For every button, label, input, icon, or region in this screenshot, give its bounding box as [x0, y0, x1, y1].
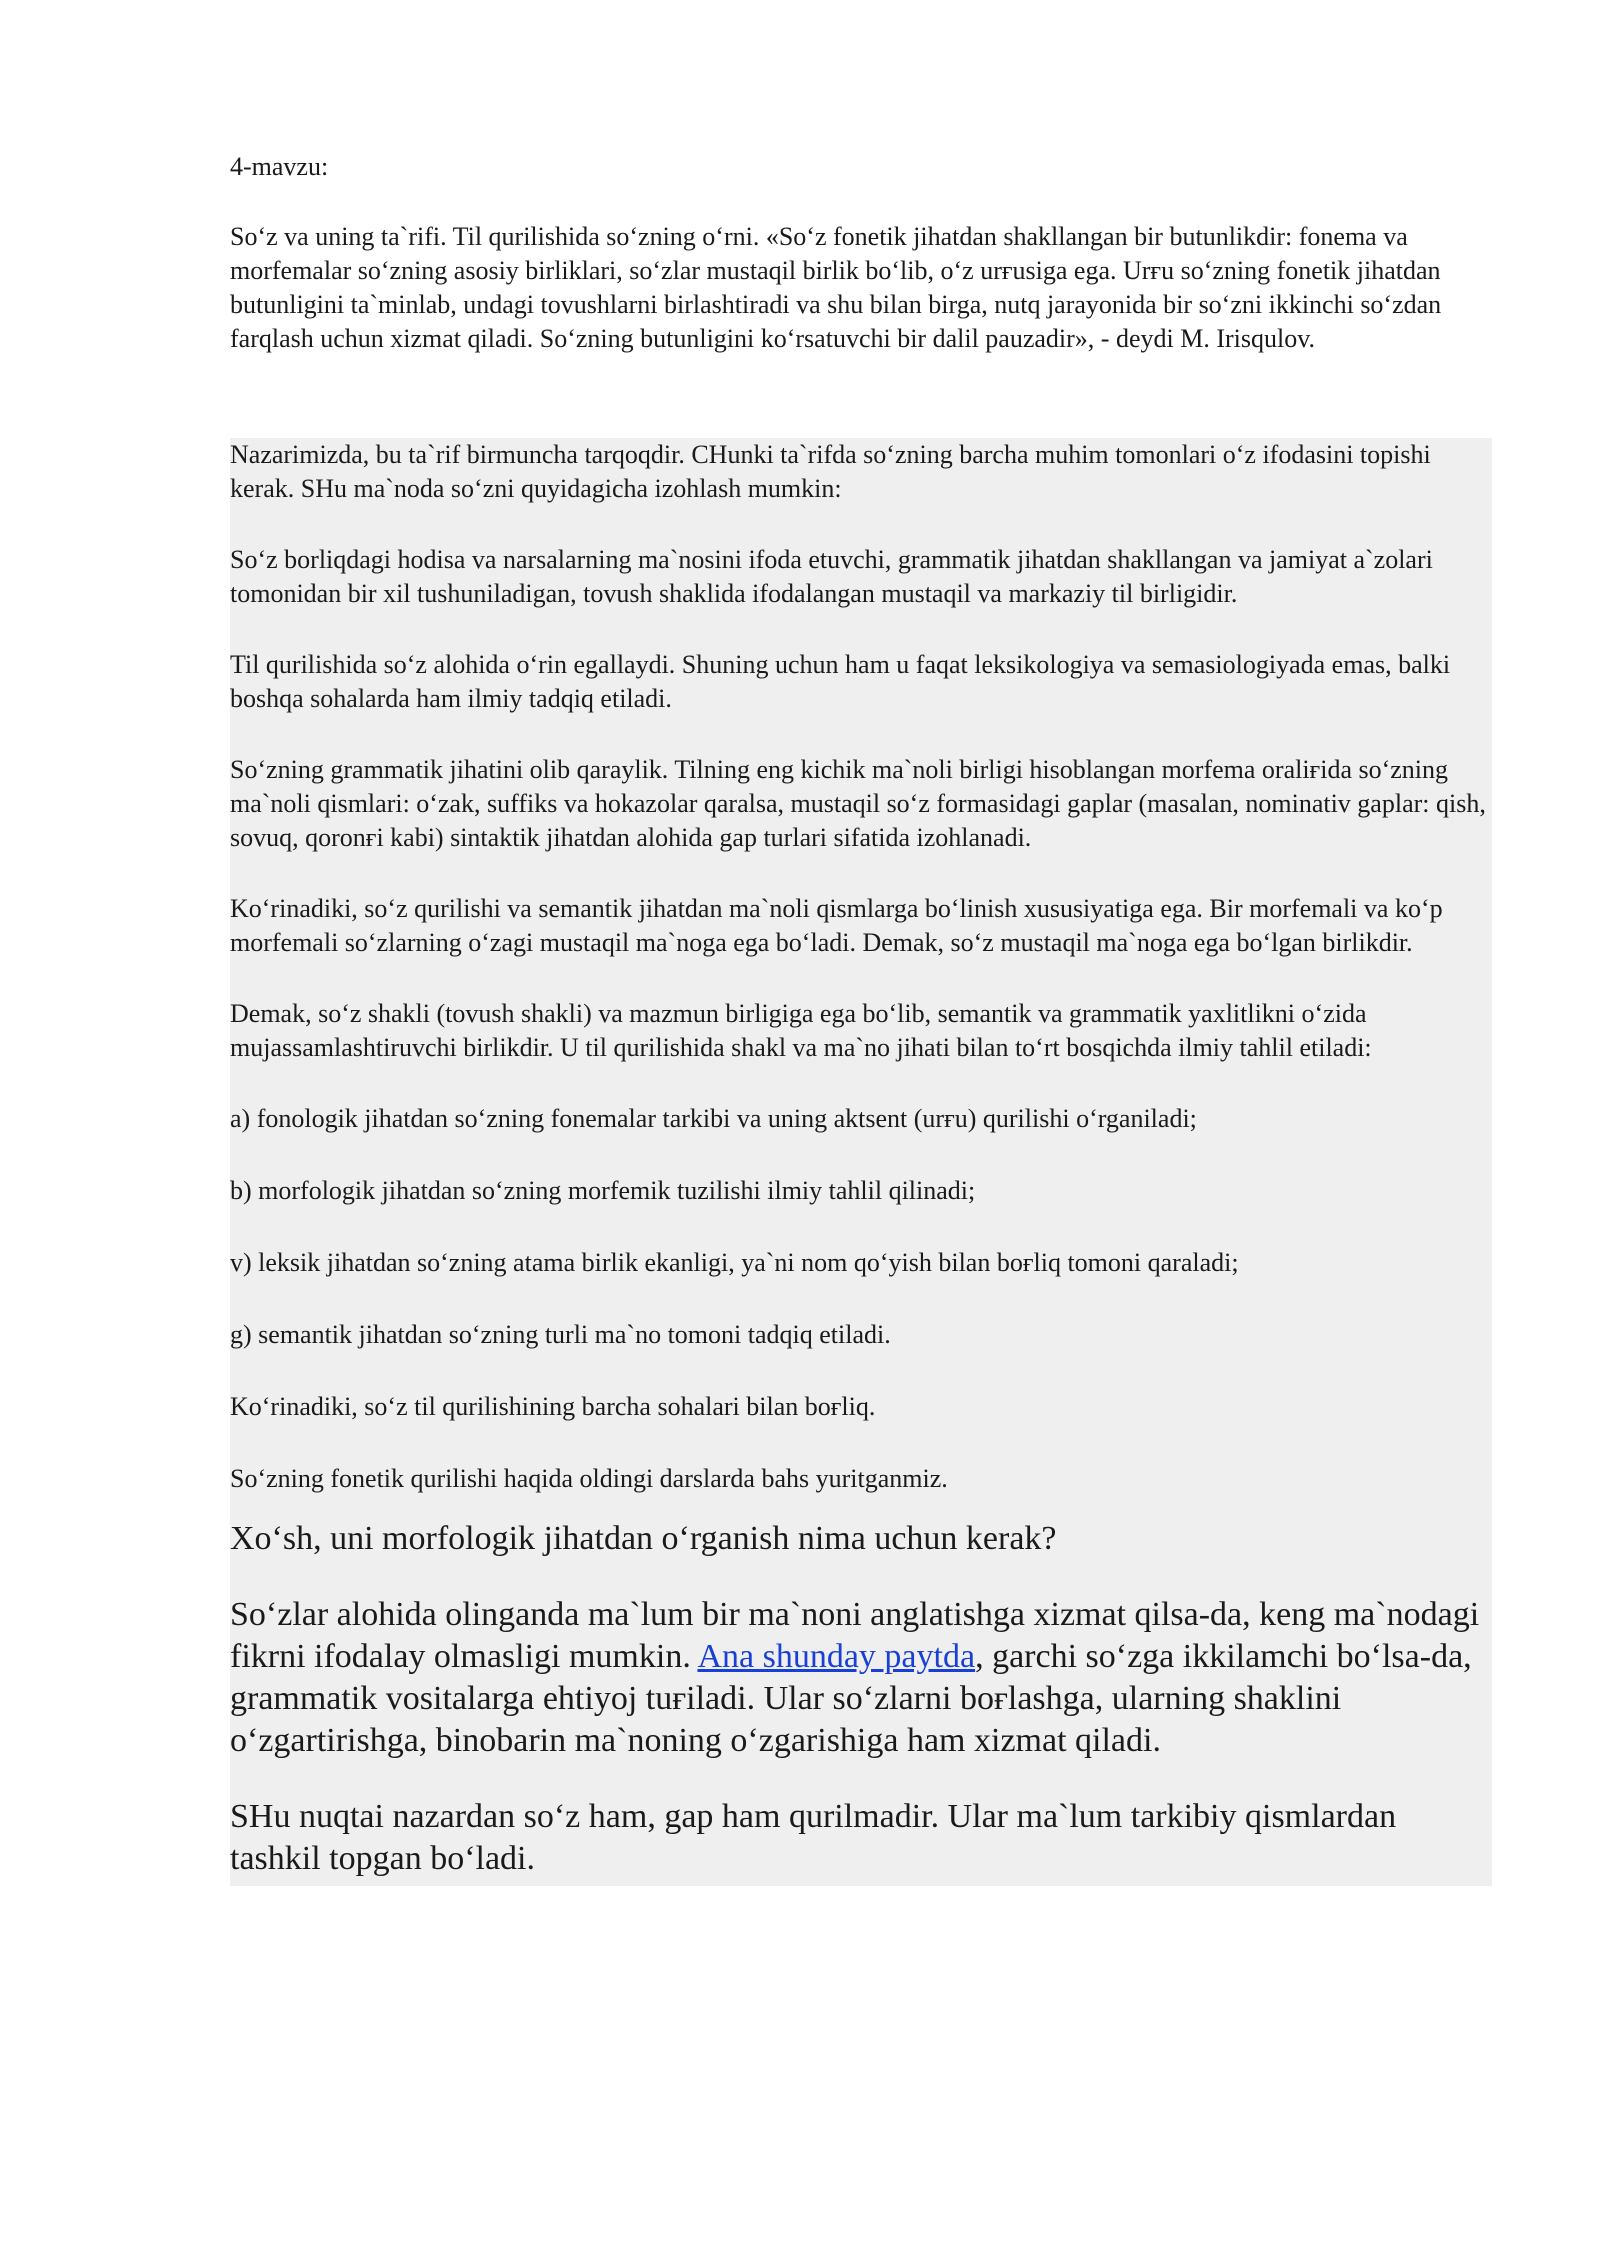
intro-paragraph: So‘z va uning ta`rifi. Til qurilishida so‘zning o‘rni. «So‘z fonetik jihatdan shakllangan bir butunlikdir: fonema va morfemalar so‘zning asosiy birliklari, so‘zlar mustaqil birlik bo‘lib, o‘z urғusiga ega. Urғu so‘zning fonetik jihatdan butunligini ta`minlab, undagi tovushlarni birlashtiradi va shu bilan birga, nutq jarayonida bir so‘zni ikkinchi so‘zdan farqlash uchun xizmat qiladi. So‘zning butunligini ko‘rsatuvchi bir dalil pauzadir», - deydi M. Irisqulov. [230, 222, 1442, 353]
page-title: 4-mavzu: [230, 152, 329, 181]
paragraph: So‘zning fonetik qurilishi haqida oldingi darslarda bahs yuritganmiz. [230, 1464, 948, 1493]
large-paragraph-text-end: , garchi so‘zga ikkilamchi bo‘lsa-da, grammatik vositalarga ehtiyoj tuғiladi. Ular so‘zlarni boғlashga, ularning shaklini o‘zgartirishga, binobarin ma`noning o‘zgarishiga ham xizmat qiladi. [230, 1638, 1472, 1759]
paragraph: Til qurilishida so‘z alohida o‘rin egallaydi. Shuning uchun ham u faqat leksikologiya va semasiologiyada emas, balki boshqa sohalarda ham ilmiy tadqiq etiladi. [230, 650, 1451, 713]
list-item: v) leksik jihatdan so‘zning atama birlik ekanligi, ya`ni nom qo‘yish bilan boғliq tomoni qaraladi; [230, 1248, 1239, 1277]
large-paragraph [230, 1594, 1492, 1762]
question-heading: Xo‘sh, uni morfologik jihatdan o‘rganish nima uchun kerak? [230, 1520, 1057, 1557]
list-item: b) morfologik jihatdan so‘zning morfemik tuzilishi ilmiy tahlil qilinadi; [230, 1176, 976, 1205]
list-item: g) semantik jihatdan so‘zning turli ma`no tomoni tadqiq etiladi. [230, 1320, 891, 1349]
large-paragraph-text-start: So‘zlar alohida olinganda ma`lum bir ma`noni anglatishga xizmat qilsa-da, keng ma`nodagi fikrni ifodalay olmasligi mumkin. [230, 1596, 1480, 1675]
ana-shunday-paytda-link[interactable]: Ana shunday paytda [697, 1638, 976, 1675]
paragraph: So‘zning grammatik jihatini olib qaraylik. Tilning eng kichik ma`noli birligi hisoblangan morfema oraliғida so‘zning ma`noli qismlari: o‘zak, suffiks va hokazolar qaralsa, mustaqil so‘z formasidagi gaplar (masalan, nominativ gaplar: qish, sovuq, qoronғi kabi) sintaktik jihatdan alohida gap turlari sifatida izohlanadi. [230, 755, 1486, 852]
last-paragraph: SHu nuqtai nazardan so‘z ham, gap ham qurilmadir. Ular ma`lum tarkibiy qismlardan tashkil topgan bo‘ladi. [230, 1798, 1397, 1877]
list-item: a) fonologik jihatdan so‘zning fonemalar tarkibi va uning aktsent (urғu) qurilishi o‘rganiladi; [230, 1104, 1197, 1133]
shaded-section [230, 438, 1492, 1886]
document-page [230, 150, 1492, 356]
paragraph: Nazarimizda, bu ta`rif birmuncha tarqoqdir. CHunki ta`rifda so‘zning barcha muhim tomonlari o‘z ifodasini topishi kerak. SHu ma`noda so‘zni quyidagicha izohlash mumkin: [230, 440, 1431, 503]
paragraph: Demak, so‘z shakli (tovush shakli) va mazmun birligiga ega bo‘lib, semantik va grammatik yaxlitlikni o‘zida mujassamlashtiruvchi birlikdir. U til qurilishida shakl va ma`no jihati bilan to‘rt bosqichda ilmiy tahlil etiladi: [230, 999, 1372, 1062]
definition-paragraph: So‘z borliqdagi hodisa va narsalarning ma`nosini ifoda etuvchi, grammatik jihatdan shakllangan va jamiyat a`zolari tomonidan bir xil tushuniladigan, tovush shaklida ifodalangan mustaqil va markaziy til birligidir. [230, 545, 1433, 608]
paragraph: Ko‘rinadiki, so‘z til qurilishining barcha sohalari bilan boғliq. [230, 1392, 876, 1421]
paragraph: Ko‘rinadiki, so‘z qurilishi va semantik jihatdan ma`noli qismlarga bo‘linish xususiyatiga ega. Bir morfemali va ko‘p morfemali so‘zlarning o‘zagi mustaqil ma`noga ega bo‘ladi. Demak, so‘z mustaqil ma`noga ega bo‘lgan birlikdir. [230, 894, 1443, 957]
